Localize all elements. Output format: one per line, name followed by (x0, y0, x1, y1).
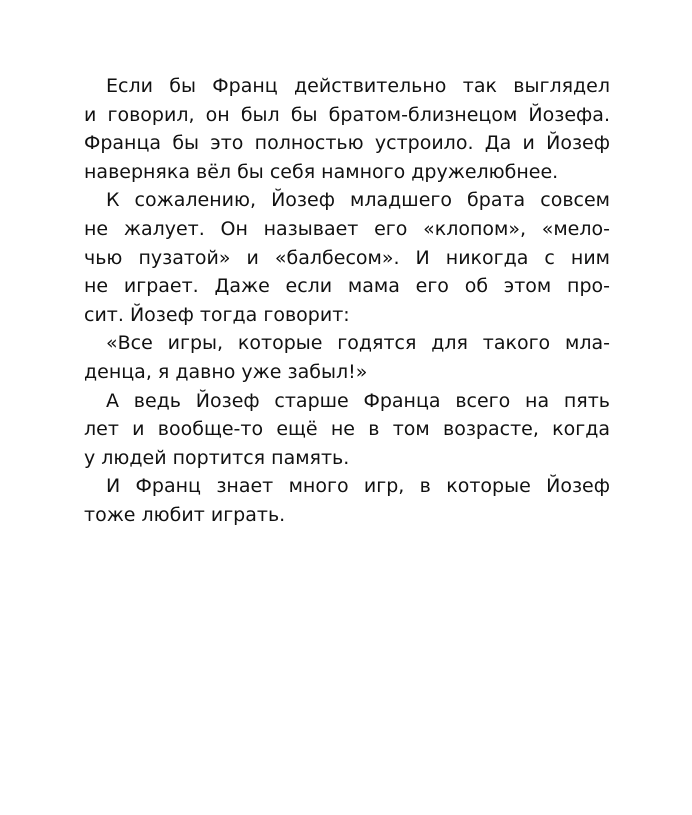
text-line: А ведь Йозеф старше Франца всего на пять (106, 389, 610, 412)
text-line: денца, я давно уже забыл!» (84, 360, 368, 383)
text-line: сит. Йозеф тогда говорит: (84, 303, 350, 326)
text-line: и говорил, он был бы братом-близнецом Йозефа. (84, 103, 610, 126)
text-line: наверняка вёл бы себя намного дружелюбнее. (84, 160, 559, 183)
text-line: И Франц знает много игр, в которые Йозеф (106, 475, 610, 498)
text-line: Если бы Франц действительно так выглядел (106, 75, 610, 97)
text-line: не жалует. Он называет его «клопом», «мело- (84, 217, 610, 240)
text-line: у людей портится память. (84, 446, 350, 469)
text-line: не играет. Даже если мама его об этом про- (84, 275, 610, 298)
text-line: К сожалению, Йозеф младшего брата совсем (106, 189, 610, 212)
text-line: чью пузатой» и «балбесом». И никогда с ним (84, 246, 610, 269)
text-line: лет и вообще-то ещё не в том возрасте, когда (84, 418, 610, 441)
text-line: Франца бы это полностью устроило. Да и Йозеф (84, 132, 610, 155)
text-line: тоже любит играть. (84, 503, 286, 526)
text-line: «Все игры, которые годятся для такого мла- (106, 332, 610, 355)
body-text (84, 72, 610, 530)
